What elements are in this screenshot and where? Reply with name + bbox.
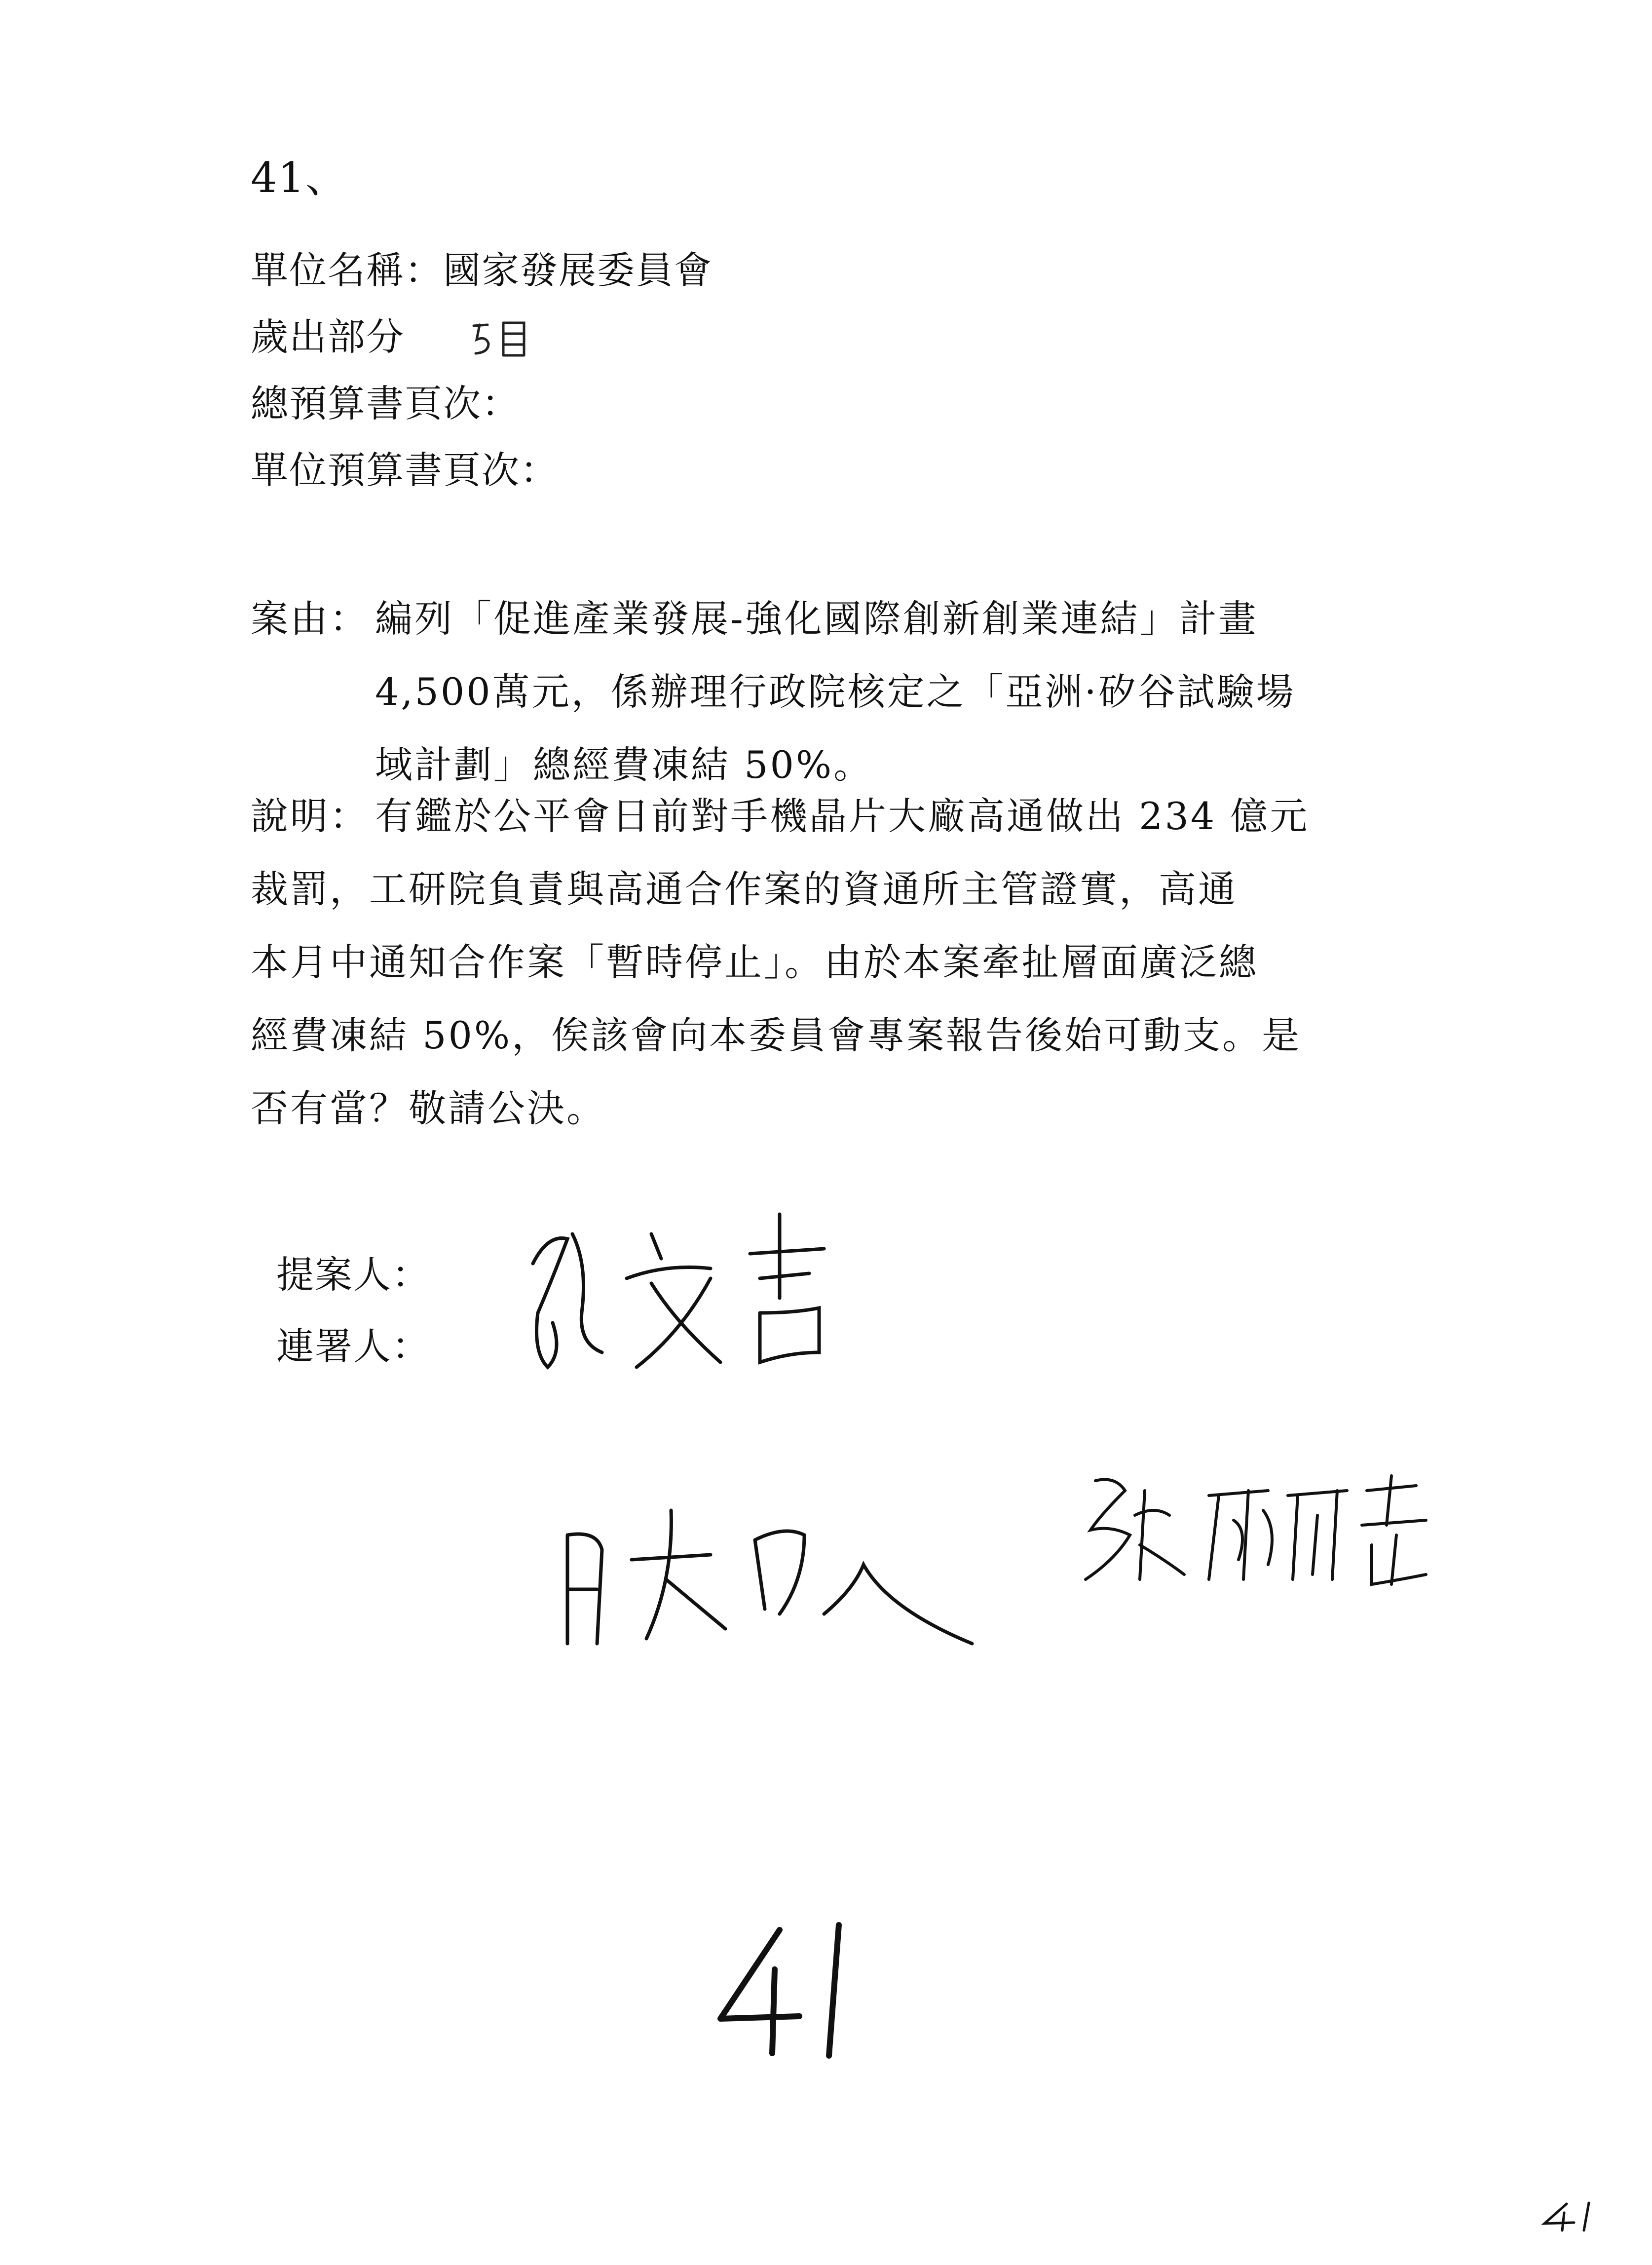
explanation-body bbox=[251, 853, 1301, 1145]
explanation-line-first bbox=[375, 780, 1309, 853]
unit-name: 單位名稱：國家發展委員會 bbox=[251, 248, 713, 292]
reason-line: 域計劃」總經費凍結 50%。 bbox=[375, 743, 873, 787]
explanation-line: 否有當？敬請公決。 bbox=[251, 1086, 606, 1130]
explanation-label: 說明： bbox=[251, 794, 369, 838]
reason-label: 案由： bbox=[251, 597, 369, 641]
cosigner-signature-2 bbox=[1071, 1461, 1446, 1599]
expenditure-part: 歲出部分 bbox=[251, 315, 405, 359]
handwritten-page-number bbox=[706, 1915, 864, 2063]
item-number: 41、 bbox=[251, 154, 348, 202]
unit-budget-page: 單位預算書頁次： bbox=[251, 448, 559, 492]
proposer-signature bbox=[503, 1204, 859, 1382]
proposer-label: 提案人： bbox=[276, 1253, 430, 1297]
general-budget-page: 總預算書頁次： bbox=[251, 382, 520, 425]
explanation-line: 本月中通知合作案「暫時停止」。由於本案牽扯層面廣泛總 bbox=[251, 940, 1258, 984]
explanation-line: 經費凍結 50%，俟該會向本委員會專案報告後始可動支。是 bbox=[251, 1013, 1302, 1057]
cosigner-signature-1 bbox=[548, 1481, 992, 1678]
reason-line: 4,500萬元，係辦理行政院核定之「亞洲·矽谷試驗場 bbox=[375, 670, 1296, 714]
corner-page-number bbox=[1539, 2199, 1604, 2233]
expenditure-handwritten-note bbox=[469, 316, 538, 360]
explanation-line: 裁罰，工研院負責與高通合作案的資通所主管證實，高通 bbox=[251, 867, 1238, 911]
reason-body bbox=[375, 582, 1436, 802]
reason-line: 編列「促進產業發展-強化國際創新創業連結」計畫 bbox=[375, 597, 1258, 641]
explanation-line: 有鑑於公平會日前對手機晶片大廠高通做出 234 億元 bbox=[375, 794, 1310, 838]
cosigner-label: 連署人： bbox=[276, 1324, 430, 1368]
